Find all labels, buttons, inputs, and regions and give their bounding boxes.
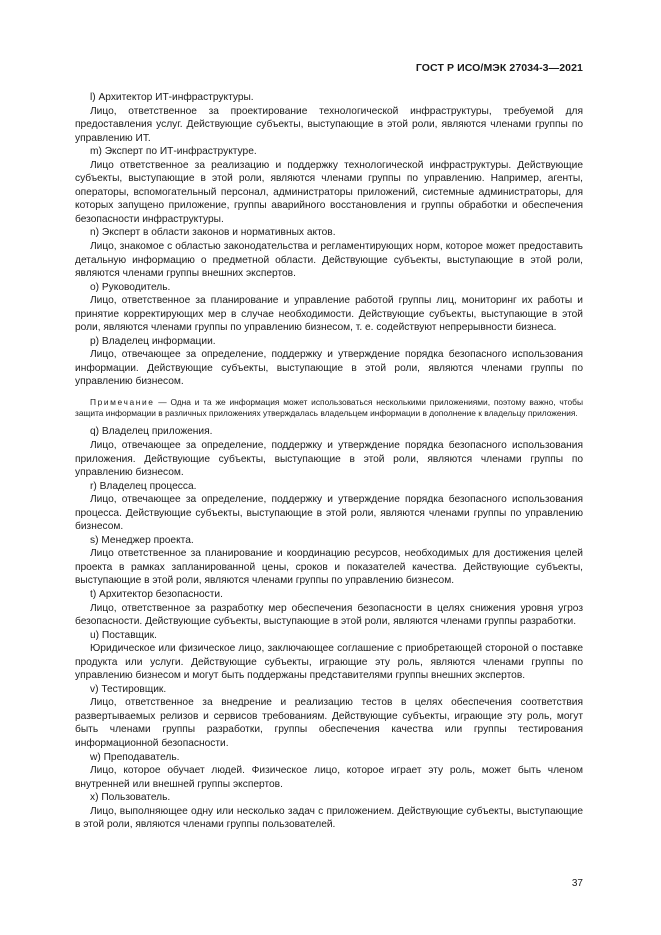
entry-label-w: w) Преподаватель. bbox=[90, 751, 180, 763]
entry-label-n: n) Эксперт в области законов и нормативных актов. bbox=[90, 227, 336, 239]
entry-label-x: x) Пользователь. bbox=[90, 792, 171, 804]
note-text: — Одна и та же информация может использоваться несколькими приложениями, поэтому важно, чтобы защита информации в различных приложениях утверждалась владельцем информации в дополнение к владельцу приложения. bbox=[75, 397, 583, 419]
entry-text-w: Лицо, которое обучает людей. Физическое лицо, которое играет эту роль, может быть членом внутренней или внешней группы экспертов. bbox=[75, 765, 583, 790]
entry-text-o: Лицо, ответственное за планирование и управление работой группы лиц, мониторинг их работы и принятие корректирующих мер в случае необходимости. Действующие субъекты, выступающие в этой роли, являются членами группы по управлению бизнесом, т. е. содействуют непрерывности бизнеса. bbox=[75, 295, 583, 334]
note-paragraph bbox=[75, 397, 583, 419]
entry-text-u: Юридическое или физическое лицо, заключающее соглашение с приобретающей стороной о поставке продукта или услуги. Действующие субъекты, играющие эту роль, являются членами группы по управлению бизнесом и могут быть поддержаны представителями группы внешних экспертов. bbox=[75, 643, 583, 682]
entry-label-l: l) Архитектор ИТ-инфраструктуры. bbox=[90, 92, 254, 103]
entry-label-t: t) Архитектор безопасности. bbox=[90, 589, 223, 600]
entry-text-q: Лицо, отвечающее за определение, поддержку и утверждение порядка безопасного использования приложения. Действующие субъекты, выступающие в этой роли, являются членами группы по управлению бизнесом. bbox=[75, 439, 583, 479]
page-number: 37 bbox=[571, 878, 583, 889]
entry-label-o: o) Руководитель. bbox=[90, 281, 171, 293]
entry-label-p: p) Владелец информации. bbox=[90, 335, 216, 347]
entry-text-m: Лицо ответственное за реализацию и поддержку технологической инфраструктуры. Действующие субъекты, выступающие в этой роли, являются членами группы по управлению. Например, агенты, операторы, вспомогательный персонал, администраторы приложений, системные администраторы, для которых запущено приложение, группы аварийного восстановления и группы обработки и обеспечения безопасности инфраструктуры. bbox=[75, 159, 583, 225]
entry-text-l: Лицо, ответственное за проектирование технологической инфраструктуры, требуемой для предоставления услуг. Действующие субъекты, выступающие в этой роли, являются членами группы по управлению ИТ. bbox=[75, 105, 583, 144]
entry-text-n: Лицо, знакомое с областью законодательства и регламентирующих норм, которое может предоставить детальную информацию о предметной области. Действующие субъекты, выступающие в этой роли, являются членами группы внешних экспертов. bbox=[75, 241, 583, 280]
entry-text-s: Лицо ответственное за планирование и координацию ресурсов, необходимых для достижения целей проекта в рамках запланированной цены, сроков и показателей качества. Действующие субъекты, выступающие в этой роли, являются членами группы по управлению бизнесом. bbox=[75, 548, 583, 587]
entry-text-r: Лицо, отвечающее за определение, поддержку и утверждение порядка безопасного использования процесса. Действующие субъекты, выступающие в этой роли, являются членами группы по управлению бизнесом. bbox=[75, 494, 583, 533]
entry-text-x: Лицо, выполняющее одну или несколько задач с приложением. Действующие субъекты, выступающие в этой роли, являются членами группы пользователей. bbox=[75, 805, 583, 831]
standard-header: ГОСТ Р ИСО/МЭК 27034-3—2021 bbox=[415, 62, 583, 74]
entry-label-m: m) Эксперт по ИТ-инфраструктуре. bbox=[90, 146, 257, 158]
entry-label-s: s) Менеджер проекта. bbox=[90, 534, 194, 546]
entry-label-r: r) Владелец процесса. bbox=[90, 480, 197, 492]
entry-text-v: Лицо, ответственное за внедрение и реализацию тестов в целях обеспечения соответствия развертываемых релизов и сервисов требованиям. Действующие субъекты, играющие эту роль, могут быть членами группы разработки, группы обеспечения качества или группы тестирования информационной безопасности. bbox=[75, 697, 583, 750]
document-body bbox=[75, 91, 583, 832]
entry-text-t: Лицо, ответственное за разработку мер обеспечения безопасности в целях снижения уровня угроз безопасности. Действующие субъекты, выступающие в этой роли, являются членами группы разработки. bbox=[75, 602, 583, 628]
entry-text-p: Лицо, отвечающее за определение, поддержку и утверждение порядка безопасного использования информации. Действующие субъекты, выступающие в этой роли, являются членами группы по управлению бизнесом. bbox=[75, 349, 583, 388]
entry-label-q: q) Владелец приложения. bbox=[90, 426, 213, 438]
note-lead: Примечание bbox=[90, 397, 155, 408]
entry-label-u: u) Поставщик. bbox=[90, 629, 157, 641]
entry-label-v: v) Тестировщик. bbox=[90, 683, 167, 695]
